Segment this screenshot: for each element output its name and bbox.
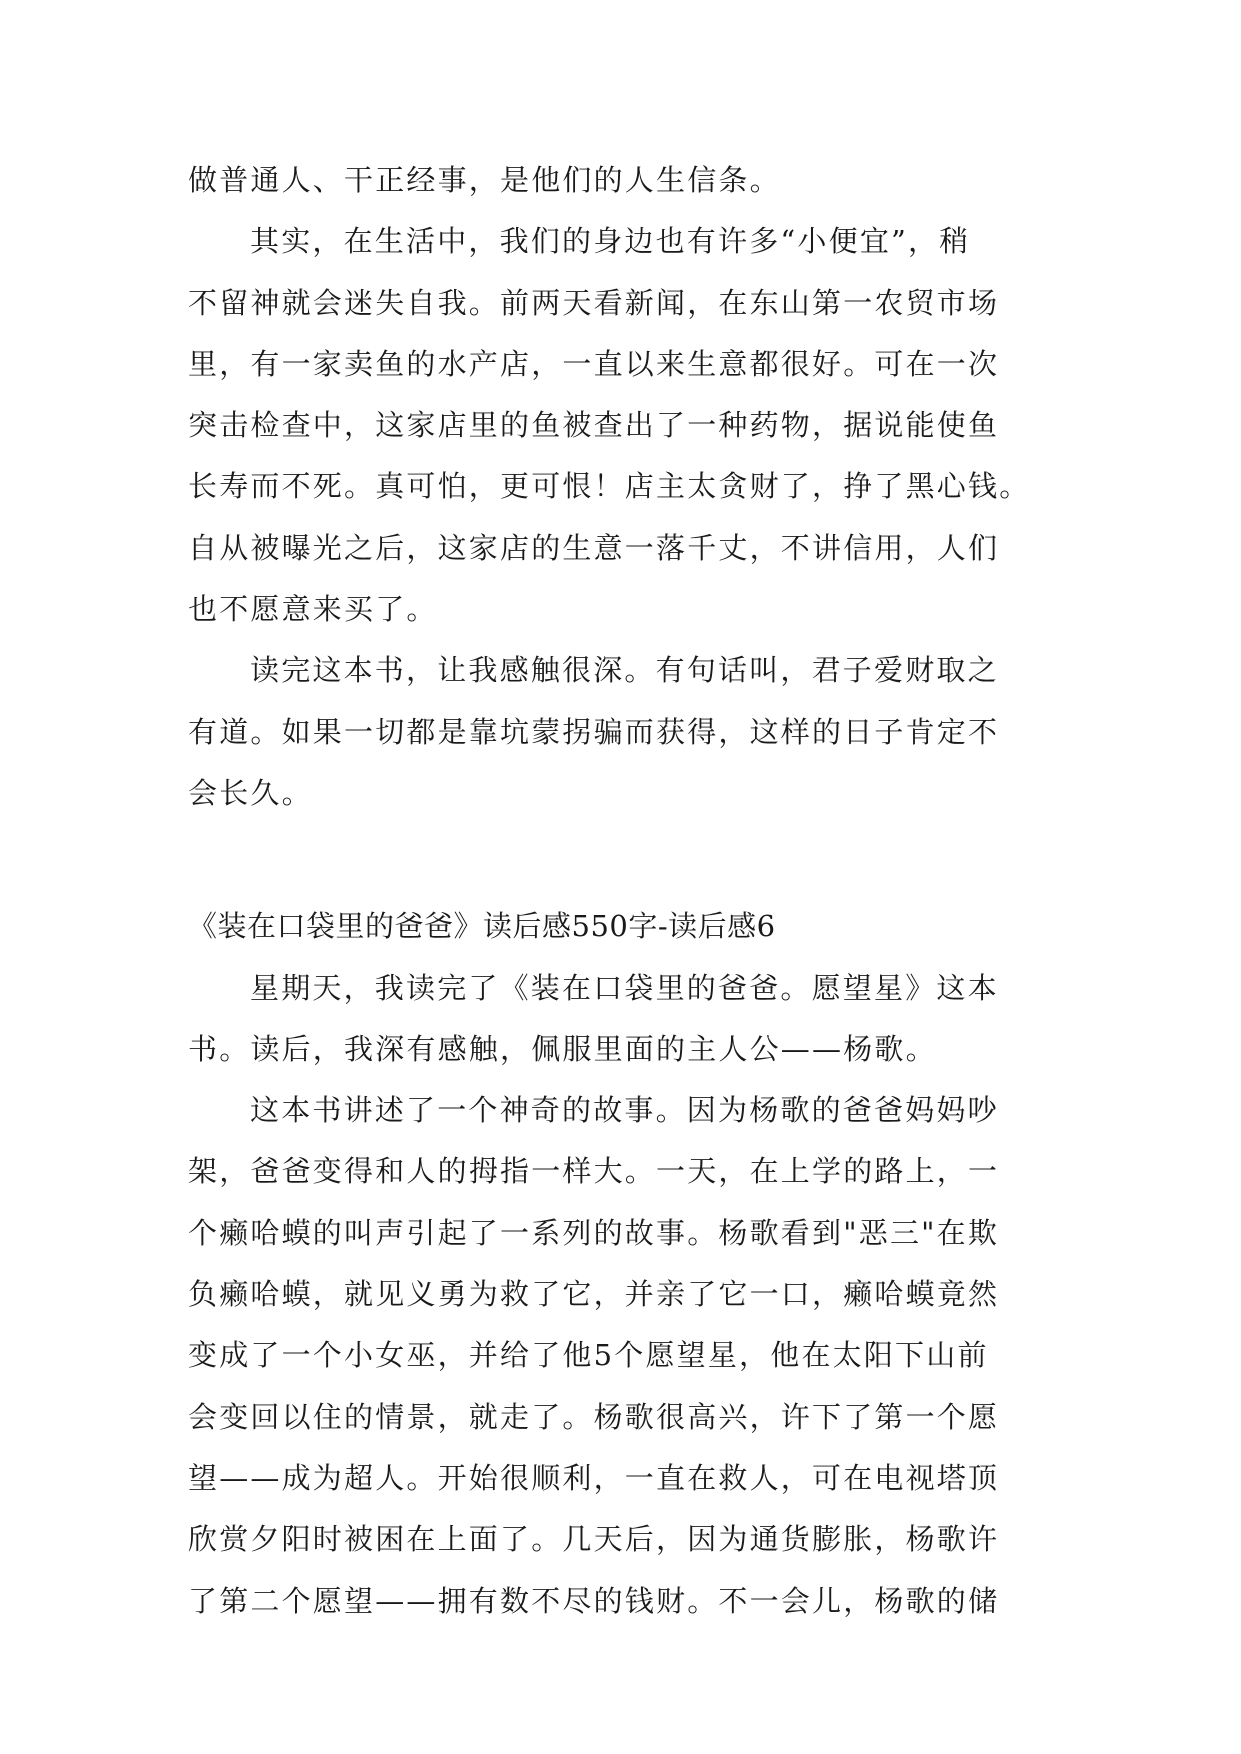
paragraph-line: 其实，在生活中，我们的身边也有许多“小便宜”，稍 (250, 224, 971, 259)
section-heading: 《装在口袋里的爸爸》读后感550字-读后感6 (188, 909, 776, 944)
paragraph-line: 长寿而不死。真可怕，更可恨！店主太贪财了，挣了黑心钱。 (188, 469, 1031, 504)
paragraph-line: 欣赏夕阳时被困在上面了。几天后，因为通货膨胀，杨歌许 (188, 1522, 1000, 1557)
paragraph-line: 会长久。 (188, 775, 313, 810)
paragraph-line: 个癞哈蟆的叫声引起了一系列的故事。杨歌看到"恶三"在欺 (188, 1215, 1000, 1250)
paragraph-line: 突击检查中，这家店里的鱼被查出了一种药物，据说能使鱼 (188, 408, 1000, 443)
paragraph-line: 星期天，我读完了《装在口袋里的爸爸。愿望星》这本 (250, 970, 999, 1005)
section-2 (188, 896, 1058, 1632)
paragraph-line: 自从被曝光之后，这家店的生意一落千丈，不讲信用，人们 (188, 530, 1000, 565)
paragraph-line: 读完这本书，让我感触很深。有句话叫，君子爱财取之 (250, 653, 999, 688)
paragraph-line: 不留神就会迷失自我。前两天看新闻，在东山第一农贸市场 (188, 285, 1000, 320)
paragraph-line: 了第二个愿望——拥有数不尽的钱财。不一会儿，杨歌的储 (188, 1583, 1000, 1618)
section-spacer (188, 824, 1058, 896)
paragraph-line: 做普通人、干正经事，是他们的人生信条。 (188, 163, 781, 197)
paragraph-line: 负癞哈蟆，就见义勇为救了它，并亲了它一口，癞哈蟆竟然 (188, 1277, 1000, 1312)
paragraph-line: 架，爸爸变得和人的拇指一样大。一天，在上学的路上，一 (188, 1154, 1000, 1189)
paragraph-line: 望——成为超人。开始很顺利，一直在救人，可在电视塔顶 (188, 1460, 1000, 1495)
section-1 (188, 150, 1058, 824)
paragraph-line: 也不愿意来买了。 (188, 592, 438, 627)
paragraph-line: 这本书讲述了一个神奇的故事。因为杨歌的爸爸妈妈吵 (250, 1093, 999, 1128)
paragraph-line: 里，有一家卖鱼的水产店，一直以来生意都很好。可在一次 (188, 346, 1000, 381)
paragraph-line: 变成了一个小女巫，并给了他5个愿望星，他在太阳下山前 (188, 1338, 989, 1373)
paragraph-line: 有道。如果一切都是靠坑蒙拐骗而获得，这样的日子肯定不 (188, 714, 1000, 749)
paragraph-line: 书。读后，我深有感触，佩服里面的主人公——杨歌。 (188, 1031, 937, 1066)
document-page (188, 150, 1058, 1632)
paragraph-line: 会变回以住的情景，就走了。杨歌很高兴，许下了第一个愿 (188, 1399, 1000, 1434)
